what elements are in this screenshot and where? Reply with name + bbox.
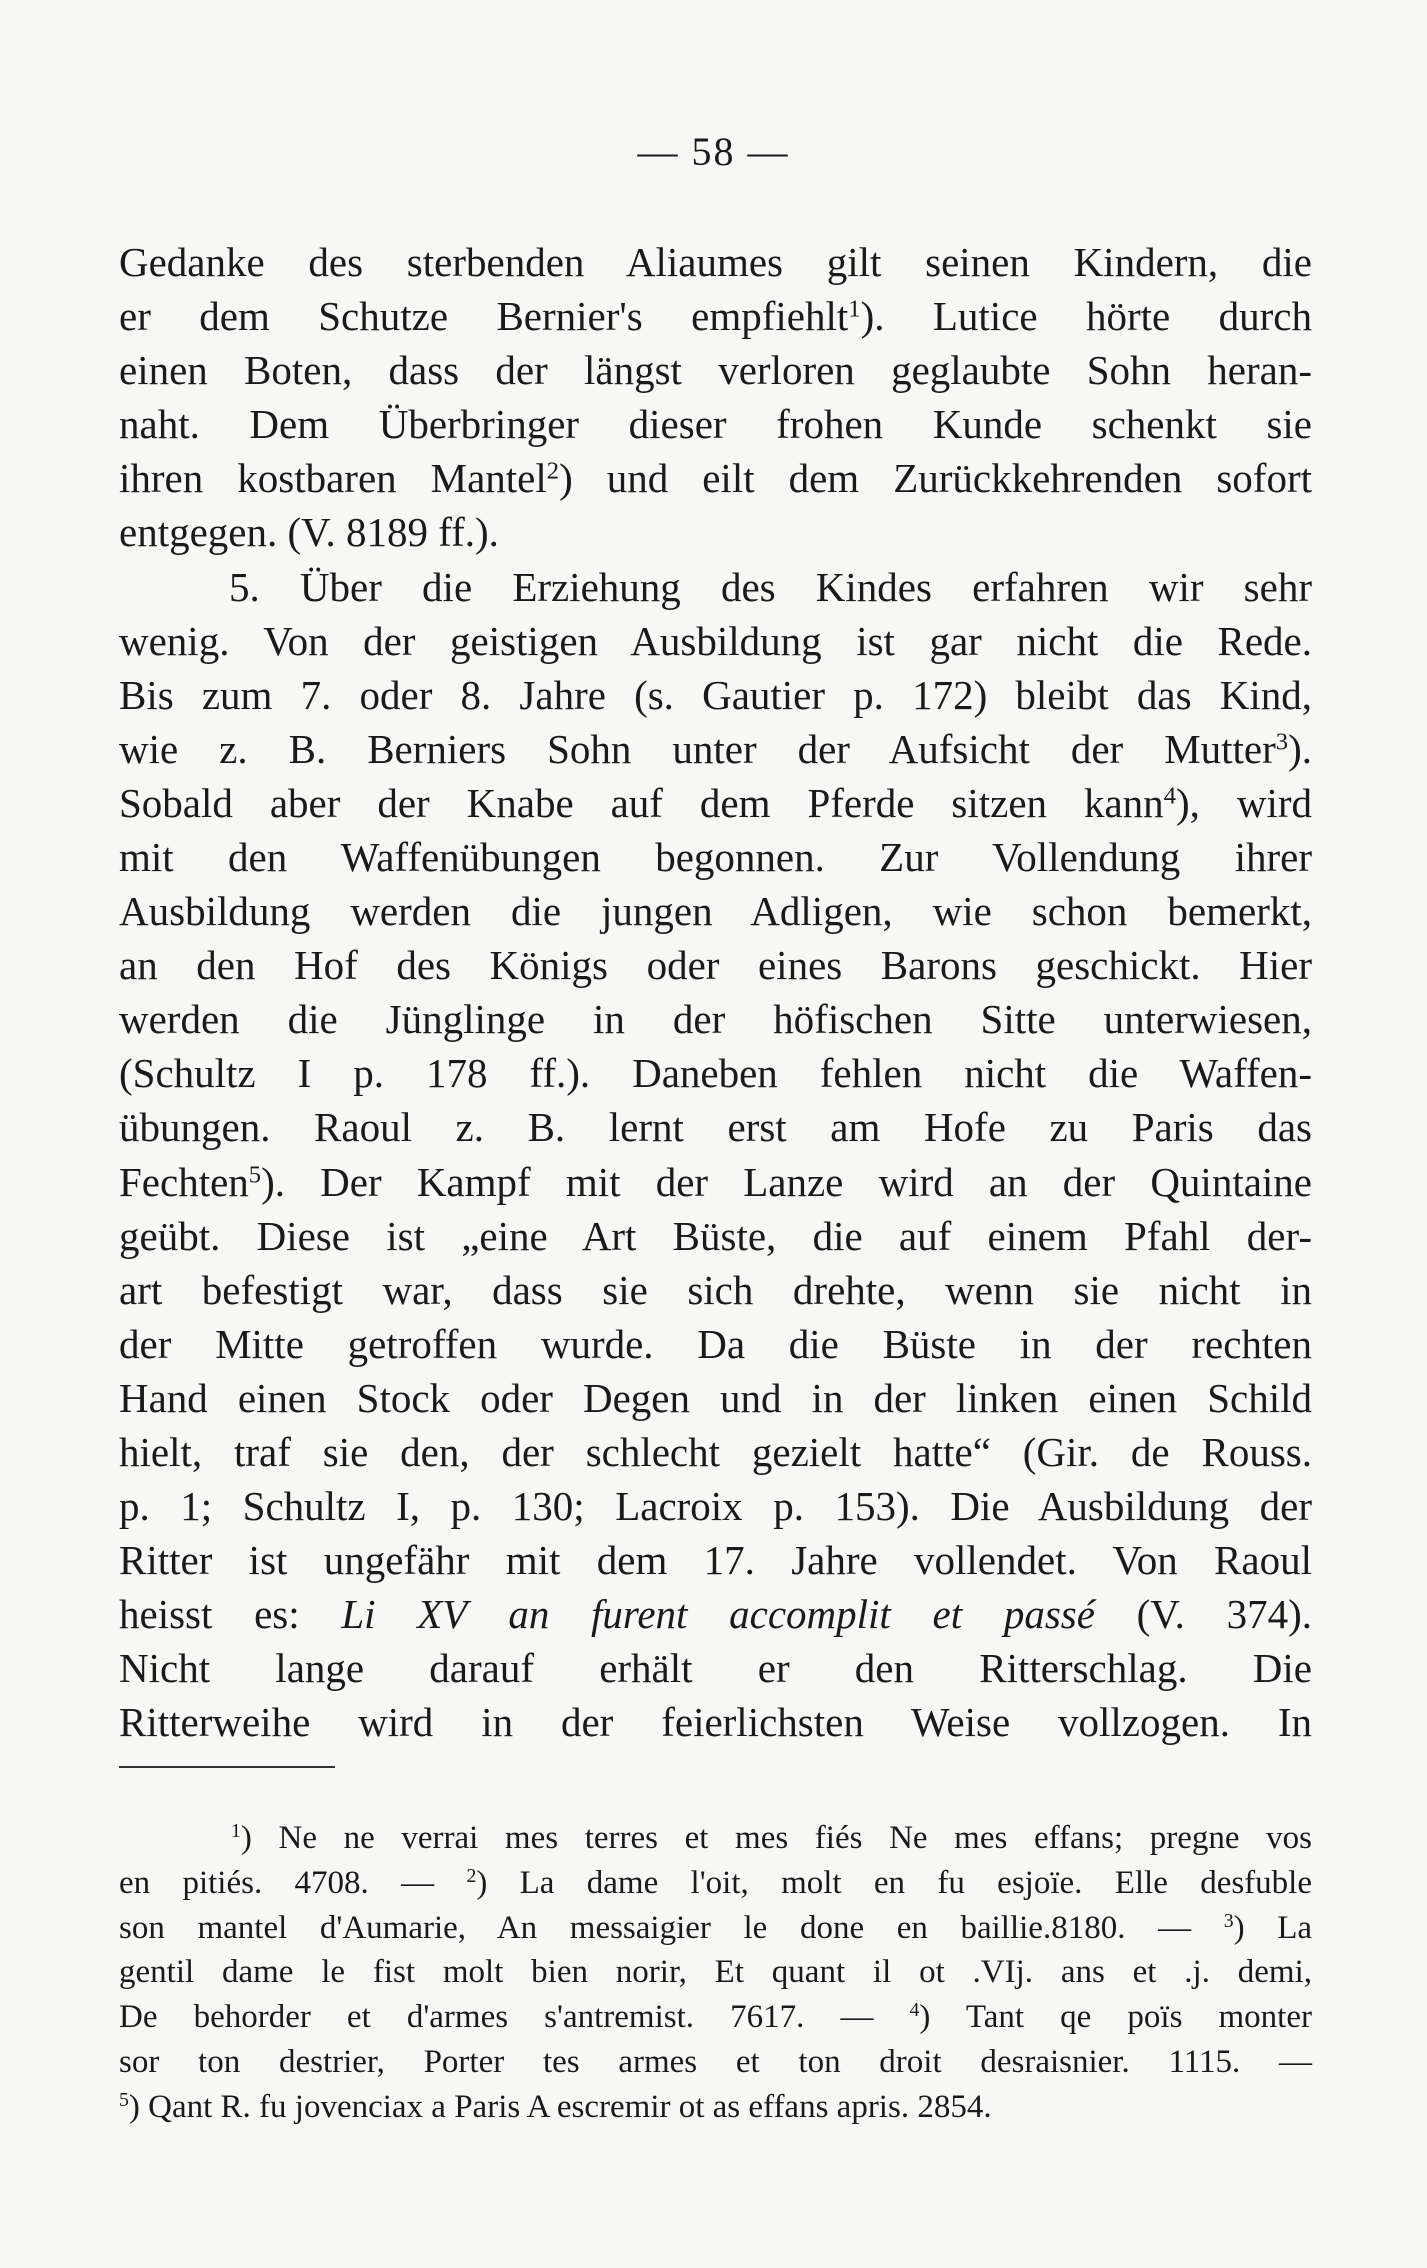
text-run: (V. 374). [1094,1591,1312,1638]
text-run: wenig. Von der geistigen Ausbildung ist gar nicht die Rede. [119,617,1312,664]
text-run: Fechten [119,1158,249,1205]
footnote-marker: 3 [1275,728,1289,756]
text-run: hielt, traf sie den, der schlecht gezielt hatte“ (Gir. de Rouss. [119,1428,1312,1475]
body-line [119,505,1312,559]
text-run: sor ton destrier, Porter tes armes et ton droit desraisnier. 1115. — [119,2044,1312,2080]
italic-quote: Li XV an furent accomplit et passé [341,1591,1095,1638]
footnote-marker: 5 [119,2088,129,2111]
text-run: geübt. Diese ist „eine Art Büste, die auf einem Pfahl der- [119,1212,1312,1259]
body-line [119,1695,1312,1749]
text-run: an den Hof des Königs oder eines Barons geschickt. Hier [119,942,1312,989]
text-run: werden die Jünglinge in der höfischen Sitte unterwiesen, [119,996,1312,1043]
body-line [119,1641,1312,1695]
body-line [119,560,1312,614]
body-line [119,1100,1312,1154]
body-line [119,1209,1312,1263]
footnote-line [119,1906,1312,1951]
body-line [119,1479,1312,1533]
text-run: wie z. B. Berniers Sohn unter der Aufsicht der Mutter [119,725,1276,772]
body-line [119,1587,1312,1641]
text-run: ) Ne ne verrai mes terres et mes fiés Ne mes effans; pregne vos [240,1820,1312,1856]
body-line [119,992,1312,1046]
text-run: Gedanke des sterbenden Aliaumes gilt seinen Kindern, die [119,239,1312,285]
footnote-marker: 3 [1223,1909,1234,1932]
text-run: ). Lutice hörte durch [860,293,1313,340]
text-run: ) Tant qe poïs monter [919,1999,1312,2036]
text-run: (Schultz I p. 178 ff.). Daneben fehlen nicht die Waffen- [119,1050,1312,1097]
body-line [119,1533,1312,1587]
text-run: ), wird [1175,779,1312,826]
text-run: ) La [1233,1909,1313,1946]
footnote-line [119,1816,1312,1861]
footnote-line [119,1950,1312,1995]
text-run: son mantel d'Aumarie, An messaigier le done en baillie.8180. — [119,1909,1224,1946]
text-run: ). [1288,725,1312,772]
footnote-marker: 2 [546,457,560,485]
body-line [119,343,1312,397]
text-run: De behorder et d'armes s'antremist. 7617. — [119,1999,910,2036]
footnote-line [119,1995,1312,2040]
text-run: ). Der Kampf mit der Lanze wird an der Quintaine [261,1158,1312,1205]
text-run: einen Boten, dass der längst verloren geglaubte Sohn heran- [119,347,1312,394]
text-run: Ritter ist ungefähr mit dem 17. Jahre vollendet. Von Raoul [119,1537,1312,1584]
text-run: ) La dame l'oit, molt en fu esjoïe. Elle desfuble [476,1864,1312,1901]
body-line [119,614,1312,668]
text-run: Sobald aber der Knabe auf dem Pferde sitzen kann [119,779,1164,826]
text-run: p. 1; Schultz I, p. 130; Lacroix p. 153). Die Ausbildung der [119,1483,1312,1530]
text-run: Nicht lange darauf erhält er den Ritterschlag. Die [119,1645,1312,1692]
body-line [119,1317,1312,1371]
text-run: art befestigt war, dass sie sich drehte, wenn sie nicht in [119,1266,1312,1313]
body-line [119,1425,1312,1479]
text-run: naht. Dem Überbringer dieser frohen Kunde schenkt sie [119,401,1312,448]
text-run: ) Qant R. fu jovenciax a Paris A escremir ot as effans apris. 2854. [128,2088,992,2125]
text-run: heisst es: [119,1591,342,1638]
body-line [119,938,1312,992]
text-run: der Mitte getroffen wurde. Da die Büste in der rechten [119,1320,1312,1367]
text-run: Hand einen Stock oder Degen und in der linken einen Schild [119,1374,1312,1421]
body-line [119,235,1312,289]
body-line [119,1263,1312,1317]
footnote-marker: 1 [231,1820,241,1843]
body-line [119,451,1312,505]
text-run: er dem Schutze Bernier's empfiehlt [119,293,849,340]
body-line [119,722,1312,776]
page-number: — 58 — [637,129,790,174]
body-line [119,830,1312,884]
body-line [119,668,1312,722]
body-line [119,1155,1312,1209]
text-run: übungen. Raoul z. B. lernt erst am Hofe zu Paris das [119,1104,1312,1151]
text-run: entgegen. (V. 8189 ff.). [119,509,499,556]
text-run: ihren kostbaren Mantel [119,455,547,502]
body-line [119,397,1312,451]
footnote-line [119,2085,1312,2130]
text-run: Ausbildung werden die jungen Adligen, wie schon bemerkt, [119,888,1312,935]
body-line [119,1371,1312,1425]
text-run: Bis zum 7. oder 8. Jahre (s. Gautier p. 172) bleibt das Kind, [119,671,1312,718]
body-line [119,776,1312,830]
footnote-line [119,2040,1312,2085]
footnote-divider [119,1766,335,1768]
text-run: gentil dame le fist molt bien norir, Et quant il ot .VIj. ans et .j. demi, [119,1954,1312,1991]
body-line [119,1046,1312,1100]
footnote-line [119,1861,1312,1906]
text-run: ) und eilt dem Zurückkehrenden sofort [559,455,1312,502]
footnote-marker: 5 [248,1161,262,1188]
body-line [119,884,1312,938]
text-run: 5. Über die Erziehung des Kindes erfahren wir sehr [229,563,1312,610]
footnote-marker: 2 [466,1864,477,1887]
body-line [119,289,1312,343]
text-run: mit den Waffenübungen begonnen. Zur Vollendung ihrer [119,833,1312,880]
footnote-marker: 4 [909,1999,920,2022]
text-run: en pitiés. 4708. — [119,1864,467,1901]
text-run: Ritterweihe wird in der feierlichsten Weise vollzogen. In [119,1699,1312,1746]
footnote-marker: 1 [848,295,861,323]
footnote-marker: 4 [1163,782,1176,810]
